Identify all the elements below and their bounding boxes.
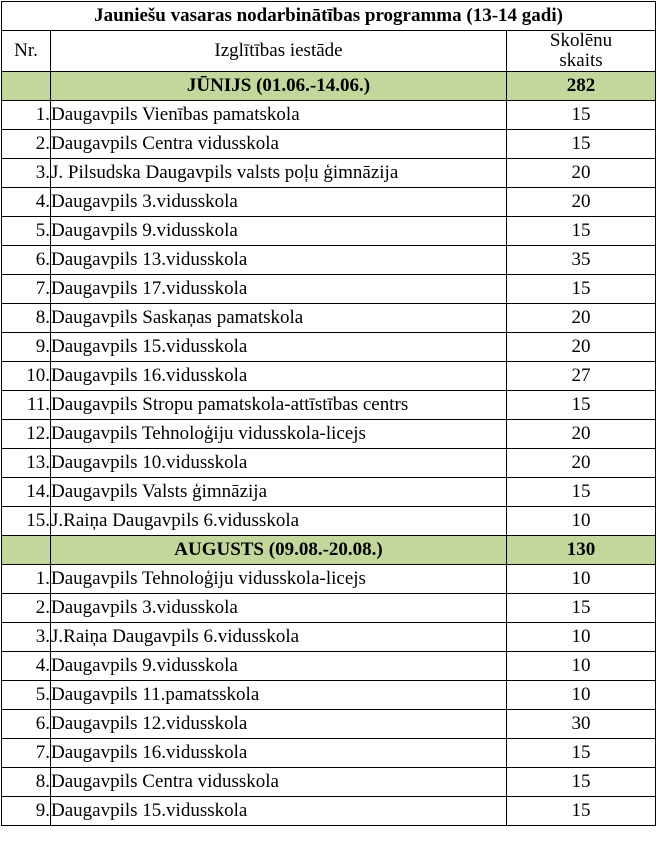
institution-name: Daugavpils Saskaņas pamatskola bbox=[51, 304, 507, 333]
row-number: 11. bbox=[2, 391, 51, 420]
institution-name: Daugavpils 17.vidusskola bbox=[51, 275, 507, 304]
header-count-line2: skaits bbox=[559, 50, 603, 71]
student-count: 15 bbox=[507, 797, 656, 826]
institution-name: Daugavpils 15.vidusskola bbox=[51, 333, 507, 362]
table-row bbox=[2, 304, 656, 333]
table-row bbox=[2, 391, 656, 420]
header-institution: Izglītības iestāde bbox=[51, 31, 507, 72]
student-count: 15 bbox=[507, 478, 656, 507]
row-number: 8. bbox=[2, 304, 51, 333]
table-row bbox=[2, 246, 656, 275]
row-number: 5. bbox=[2, 217, 51, 246]
institution-name: Daugavpils 16.vidusskola bbox=[51, 362, 507, 391]
institution-name: J.Raiņa Daugavpils 6.vidusskola bbox=[51, 507, 507, 536]
section-blank-cell bbox=[2, 536, 51, 565]
institution-name: Daugavpils Vienības pamatskola bbox=[51, 101, 507, 130]
table-row bbox=[2, 362, 656, 391]
row-number: 1. bbox=[2, 565, 51, 594]
institution-name: Daugavpils 16.vidusskola bbox=[51, 739, 507, 768]
student-count: 10 bbox=[507, 623, 656, 652]
student-count: 15 bbox=[507, 275, 656, 304]
institution-name: Daugavpils 3.vidusskola bbox=[51, 594, 507, 623]
row-number: 2. bbox=[2, 594, 51, 623]
student-count: 35 bbox=[507, 246, 656, 275]
student-count: 15 bbox=[507, 594, 656, 623]
row-number: 8. bbox=[2, 768, 51, 797]
student-count: 10 bbox=[507, 507, 656, 536]
table-row bbox=[2, 565, 656, 594]
student-count: 15 bbox=[507, 217, 656, 246]
row-number: 3. bbox=[2, 159, 51, 188]
row-number: 9. bbox=[2, 797, 51, 826]
student-count: 20 bbox=[507, 188, 656, 217]
student-count: 15 bbox=[507, 768, 656, 797]
table-row bbox=[2, 507, 656, 536]
table-row bbox=[2, 594, 656, 623]
header-row bbox=[2, 31, 656, 72]
table-row bbox=[2, 130, 656, 159]
student-count: 15 bbox=[507, 391, 656, 420]
row-number: 7. bbox=[2, 739, 51, 768]
row-number: 4. bbox=[2, 188, 51, 217]
student-count: 15 bbox=[507, 130, 656, 159]
row-number: 5. bbox=[2, 681, 51, 710]
institution-name: Daugavpils 11.pamatsskola bbox=[51, 681, 507, 710]
title-row bbox=[2, 2, 656, 31]
institution-name: J. Pilsudska Daugavpils valsts poļu ģimnāzija bbox=[51, 159, 507, 188]
institution-name: Daugavpils 15.vidusskola bbox=[51, 797, 507, 826]
row-number: 4. bbox=[2, 652, 51, 681]
student-count: 10 bbox=[507, 681, 656, 710]
institution-name: Daugavpils 9.vidusskola bbox=[51, 217, 507, 246]
row-number: 10. bbox=[2, 362, 51, 391]
table-row bbox=[2, 478, 656, 507]
table-row bbox=[2, 275, 656, 304]
section-total: 282 bbox=[507, 72, 656, 101]
section-blank-cell bbox=[2, 72, 51, 101]
table-title: Jauniešu vasaras nodarbinātības programma (13-14 gadi) bbox=[2, 2, 656, 31]
institution-name: Daugavpils Centra vidusskola bbox=[51, 130, 507, 159]
institution-name: Daugavpils Tehnoloģiju vidusskola-licejs bbox=[51, 420, 507, 449]
table-row bbox=[2, 710, 656, 739]
institution-name: Daugavpils 13.vidusskola bbox=[51, 246, 507, 275]
table-row bbox=[2, 768, 656, 797]
institution-name: J.Raiņa Daugavpils 6.vidusskola bbox=[51, 623, 507, 652]
student-count: 20 bbox=[507, 304, 656, 333]
student-count: 30 bbox=[507, 710, 656, 739]
institution-name: Daugavpils Centra vidusskola bbox=[51, 768, 507, 797]
table-row bbox=[2, 623, 656, 652]
table-row bbox=[2, 217, 656, 246]
institution-name: Daugavpils Stropu pamatskola-attīstības centrs bbox=[51, 391, 507, 420]
section-label: JŪNIJS (01.06.-14.06.) bbox=[51, 72, 507, 101]
section-row bbox=[2, 536, 656, 565]
section-row bbox=[2, 72, 656, 101]
row-number: 7. bbox=[2, 275, 51, 304]
header-count-line1: Skolēnu bbox=[549, 30, 613, 51]
institution-name: Daugavpils Valsts ģimnāzija bbox=[51, 478, 507, 507]
table-row bbox=[2, 797, 656, 826]
student-count: 10 bbox=[507, 652, 656, 681]
table-row bbox=[2, 101, 656, 130]
student-count: 20 bbox=[507, 449, 656, 478]
table-row bbox=[2, 739, 656, 768]
header-nr: Nr. bbox=[2, 31, 51, 72]
row-number: 13. bbox=[2, 449, 51, 478]
table-row bbox=[2, 159, 656, 188]
student-count: 20 bbox=[507, 333, 656, 362]
table-row bbox=[2, 449, 656, 478]
row-number: 2. bbox=[2, 130, 51, 159]
table-row bbox=[2, 652, 656, 681]
table-row bbox=[2, 188, 656, 217]
institution-name: Daugavpils 10.vidusskola bbox=[51, 449, 507, 478]
row-number: 12. bbox=[2, 420, 51, 449]
institution-name: Daugavpils 9.vidusskola bbox=[51, 652, 507, 681]
row-number: 6. bbox=[2, 710, 51, 739]
table-row bbox=[2, 333, 656, 362]
section-total: 130 bbox=[507, 536, 656, 565]
student-count: 27 bbox=[507, 362, 656, 391]
row-number: 1. bbox=[2, 101, 51, 130]
row-number: 9. bbox=[2, 333, 51, 362]
student-count: 15 bbox=[507, 101, 656, 130]
student-count: 20 bbox=[507, 420, 656, 449]
program-table bbox=[1, 1, 656, 826]
institution-name: Daugavpils Tehnoloģiju vidusskola-licejs bbox=[51, 565, 507, 594]
row-number: 6. bbox=[2, 246, 51, 275]
student-count: 10 bbox=[507, 565, 656, 594]
institution-name: Daugavpils 12.vidusskola bbox=[51, 710, 507, 739]
table-row bbox=[2, 420, 656, 449]
row-number: 15. bbox=[2, 507, 51, 536]
row-number: 14. bbox=[2, 478, 51, 507]
student-count: 20 bbox=[507, 159, 656, 188]
section-label: AUGUSTS (09.08.-20.08.) bbox=[51, 536, 507, 565]
header-student-count bbox=[507, 31, 656, 72]
table-row bbox=[2, 681, 656, 710]
student-count: 15 bbox=[507, 739, 656, 768]
institution-name: Daugavpils 3.vidusskola bbox=[51, 188, 507, 217]
row-number: 3. bbox=[2, 623, 51, 652]
